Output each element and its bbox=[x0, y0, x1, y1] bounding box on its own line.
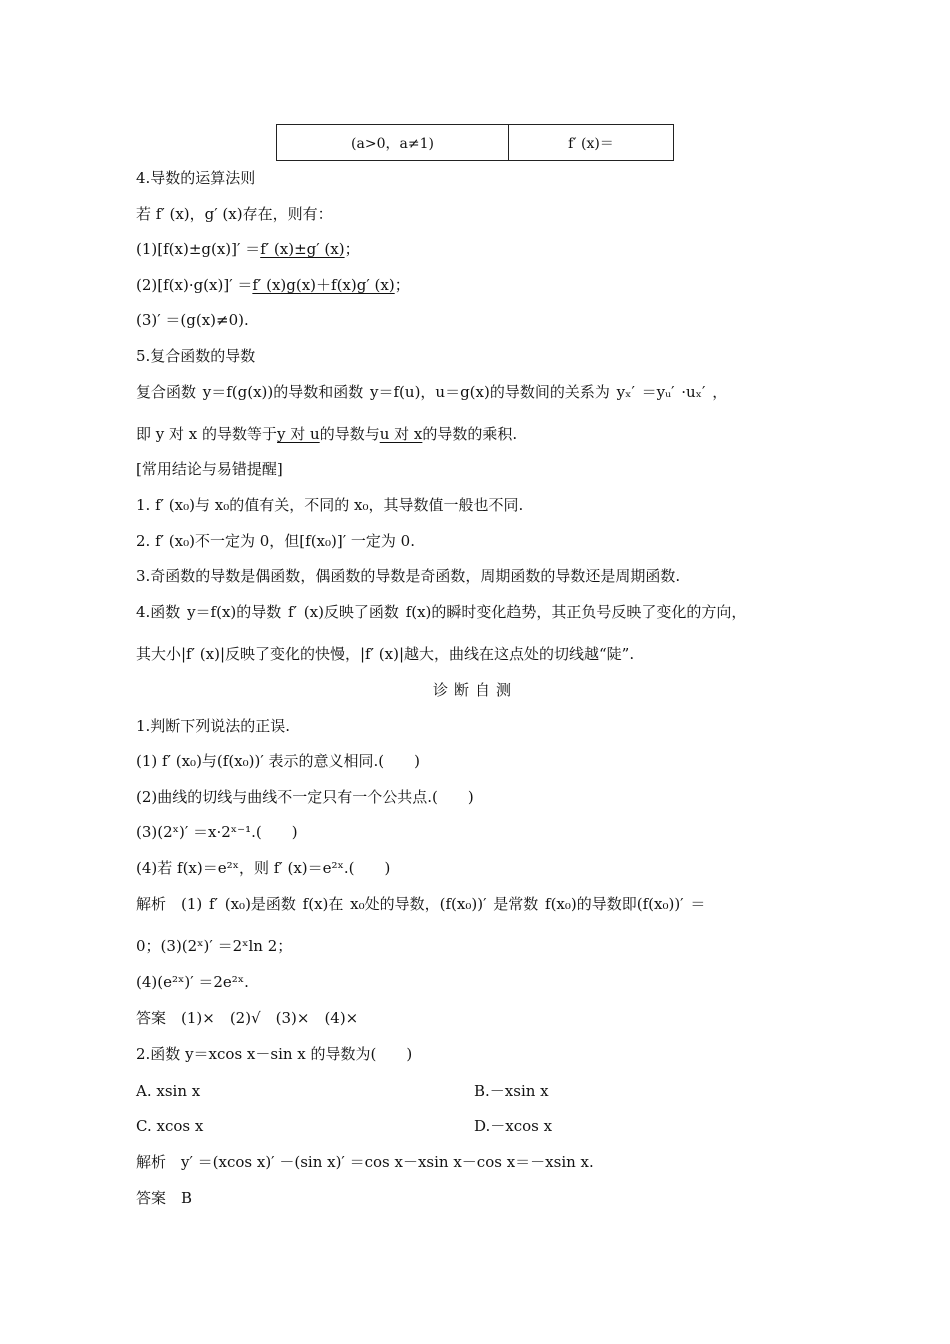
analysis-1-line-1: 解析 (1) f′ (x₀)是函数 f(x)在 x₀处的导数，(f(x₀))′ 是常数 f(x₀)的导数即(f(x₀))′ ＝ bbox=[136, 895, 706, 913]
option-c: C. xcos x bbox=[136, 1117, 204, 1135]
composite-line-2-suffix: 的导数的乘积. bbox=[422, 425, 518, 443]
answer-1: 答案 (1)× (2)√ (3)× (4)× bbox=[136, 1009, 359, 1027]
selftest-title: 诊断自测 bbox=[432, 681, 517, 699]
section-heading-rules: 4.导数的运算法则 bbox=[136, 169, 256, 187]
analysis-2: 解析 y′ ＝(xcos x)′ －(sin x)′ ＝cos x－xsin x－cos x＝－xsin x. bbox=[136, 1153, 594, 1171]
answer-2: 答案 B bbox=[136, 1189, 193, 1207]
rule-1 bbox=[136, 239, 360, 259]
table-cell-condition: (a>0，a≠1) bbox=[277, 125, 509, 160]
composite-line-2-mid: 的导数与 bbox=[319, 425, 380, 443]
table-cell-derivative: f′ (x)＝ bbox=[568, 135, 614, 152]
option-a: A. xsin x bbox=[136, 1082, 201, 1100]
option-d: D.－xcos x bbox=[474, 1117, 553, 1135]
question-1-item-4: (4)若 f(x)＝e²ˣ，则 f′ (x)＝e²ˣ.( ) bbox=[136, 859, 391, 877]
rule-2-suffix: ； bbox=[394, 276, 410, 294]
tips-heading: [常用结论与易错提醒] bbox=[136, 460, 283, 478]
question-2: 2.函数 y＝xcos x－sin x 的导数为( ) bbox=[136, 1045, 413, 1063]
rule-1-prefix: (1)[f(x)±g(x)]′ ＝ bbox=[136, 240, 261, 258]
analysis-1-line-3: (4)(e²ˣ)′ ＝2e²ˣ. bbox=[136, 973, 249, 991]
composite-line-2 bbox=[136, 424, 517, 444]
question-1: 1.判断下列说法的正误. bbox=[136, 717, 291, 735]
question-1-item-3: (3)(2ˣ)′ ＝x·2ˣ⁻¹.( ) bbox=[136, 823, 298, 841]
tip-1: 1. f′ (x₀)与 x₀的值有关，不同的 x₀，其导数值一般也不同. bbox=[136, 496, 524, 514]
composite-underline-1: y 对 u bbox=[277, 425, 320, 443]
tip-2: 2. f′ (x₀)不一定为 0，但[f(x₀)]′ 一定为 0. bbox=[136, 532, 415, 550]
section-heading-composite: 5.复合函数的导数 bbox=[136, 347, 256, 365]
composite-line-1: 复合函数 y＝f(g(x))的导数和函数 y＝f(u)，u＝g(x)的导数间的关系为 yₓ′ ＝yᵤ′ ·uₓ′ ， bbox=[136, 383, 728, 401]
formula-table-row bbox=[276, 124, 674, 161]
option-b: B.－xsin x bbox=[474, 1082, 549, 1100]
rule-2-prefix: (2)[f(x)·g(x)]′ ＝ bbox=[136, 276, 253, 294]
rule-3: (3)′ ＝(g(x)≠0). bbox=[136, 311, 249, 329]
rules-intro: 若 f′ (x)，g′ (x)存在，则有： bbox=[136, 205, 333, 223]
tip-4-line-2: 其大小|f′ (x)|反映了变化的快慢，|f′ (x)|越大，曲线在这点处的切线越“陡”. bbox=[136, 645, 635, 663]
rule-1-answer: f′ (x)±g′ (x) bbox=[260, 240, 345, 258]
analysis-1-line-2: 0；(3)(2ˣ)′ ＝2ˣln 2； bbox=[136, 937, 293, 955]
rule-1-suffix: ； bbox=[344, 240, 360, 258]
tip-3: 3.奇函数的导数是偶函数，偶函数的导数是奇函数，周期函数的导数还是周期函数. bbox=[136, 567, 681, 585]
composite-line-2-prefix: 即 y 对 x 的导数等于 bbox=[136, 425, 278, 443]
composite-underline-2: u 对 x bbox=[379, 425, 423, 443]
rule-2 bbox=[136, 275, 410, 295]
rule-2-answer: f′ (x)g(x)＋f(x)g′ (x) bbox=[252, 276, 395, 294]
question-1-item-1: (1) f′ (x₀)与(f(x₀))′ 表示的意义相同.( ) bbox=[136, 752, 420, 770]
question-1-item-2: (2)曲线的切线与曲线不一定只有一个公共点.( ) bbox=[136, 788, 474, 806]
tip-4-line-1: 4.函数 y＝f(x)的导数 f′ (x)反映了函数 f(x)的瞬时变化趋势，其正负号反映了变化的方向， bbox=[136, 603, 747, 621]
